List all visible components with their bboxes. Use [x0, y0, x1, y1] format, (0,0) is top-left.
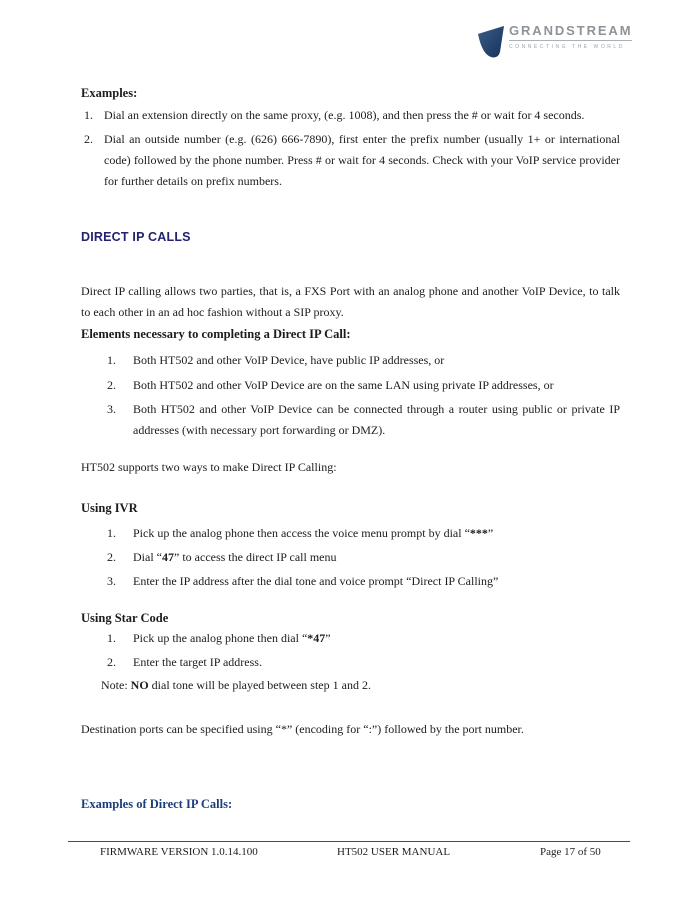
list-item: [107, 628, 620, 649]
footer-document-title: HT502 USER MANUAL: [337, 846, 451, 858]
list-text: Dial “47” to access the direct IP call menu: [133, 550, 337, 564]
list-number: 1.: [107, 631, 116, 645]
using-ivr-heading: Using IVR: [81, 501, 138, 515]
note-line: Note: NO dial tone will be played between step 1 and 2.: [101, 678, 371, 692]
list-number: 3.: [107, 402, 116, 416]
list-number: 3.: [107, 574, 116, 588]
list-item: [107, 523, 620, 544]
elements-heading: Elements necessary to completing a Direct IP Call:: [81, 327, 351, 341]
examples-direct-ip-heading: Examples of Direct IP Calls:: [81, 797, 233, 811]
list-text: Both HT502 and other VoIP Device can be connected through a router using public or private IP addresses (with necessary port forwarding or DMZ).: [133, 402, 620, 437]
list-number: 1.: [107, 526, 116, 540]
logo-brand-text: GRANDSTREAM: [509, 24, 632, 41]
list-item: [107, 571, 620, 592]
list-item: [107, 547, 620, 568]
list-text: Enter the target IP address.: [133, 655, 262, 669]
examples-heading: Examples:: [81, 86, 138, 100]
logo-tagline: CONNECTING THE WORLD: [509, 44, 625, 50]
grandstream-logo: [476, 24, 632, 60]
list-text: Both HT502 and other VoIP Device are on the same LAN using private IP addresses, or: [133, 378, 554, 392]
list-text: Dial an outside number (e.g. (626) 666-7890), first enter the prefix number (usually 1+ or international code) followed by the phone number. Press # or wait for 4 seconds. Check with your VoIP service provider for further details on prefix numbers.: [104, 132, 620, 188]
list-number: 2.: [107, 550, 116, 564]
list-item: [107, 375, 620, 396]
footer-page-number: Page 17 of 50: [540, 846, 601, 858]
list-item: [107, 652, 620, 673]
direct-ip-calls-heading: DIRECT IP CALLS: [81, 230, 191, 244]
footer-divider: [68, 841, 630, 842]
footer-firmware-version: FIRMWARE VERSION 1.0.14.100: [100, 846, 258, 858]
grandstream-logo-icon: [476, 26, 506, 60]
list-number: 2.: [107, 378, 116, 392]
list-item: [84, 105, 620, 126]
list-item: [107, 399, 620, 441]
using-star-code-heading: Using Star Code: [81, 611, 169, 625]
destination-ports-line: Destination ports can be specified using “*” (encoding for “:”) followed by the port number.: [81, 722, 524, 736]
list-number: 1.: [107, 353, 116, 367]
list-number: 1.: [84, 108, 93, 122]
list-text: Both HT502 and other VoIP Device, have public IP addresses, or: [133, 353, 445, 367]
list-text: Dial an extension directly on the same proxy, (e.g. 1008), and then press the # or wait for 4 seconds.: [104, 108, 585, 122]
list-item: [84, 129, 620, 192]
list-text: Enter the IP address after the dial tone and voice prompt “Direct IP Calling”: [133, 574, 499, 588]
list-text: Pick up the analog phone then dial “*47”: [133, 631, 331, 645]
list-item: [107, 350, 620, 371]
support-line: HT502 supports two ways to make Direct IP Calling:: [81, 460, 337, 474]
list-number: 2.: [107, 655, 116, 669]
list-number: 2.: [84, 132, 93, 146]
direct-ip-intro-paragraph: Direct IP calling allows two parties, that is, a FXS Port with an analog phone and another VoIP Device, to talk to each other in an ad hoc fashion without a SIP proxy.: [81, 284, 620, 319]
list-text: Pick up the analog phone then access the voice menu prompt by dial “***”: [133, 526, 494, 540]
